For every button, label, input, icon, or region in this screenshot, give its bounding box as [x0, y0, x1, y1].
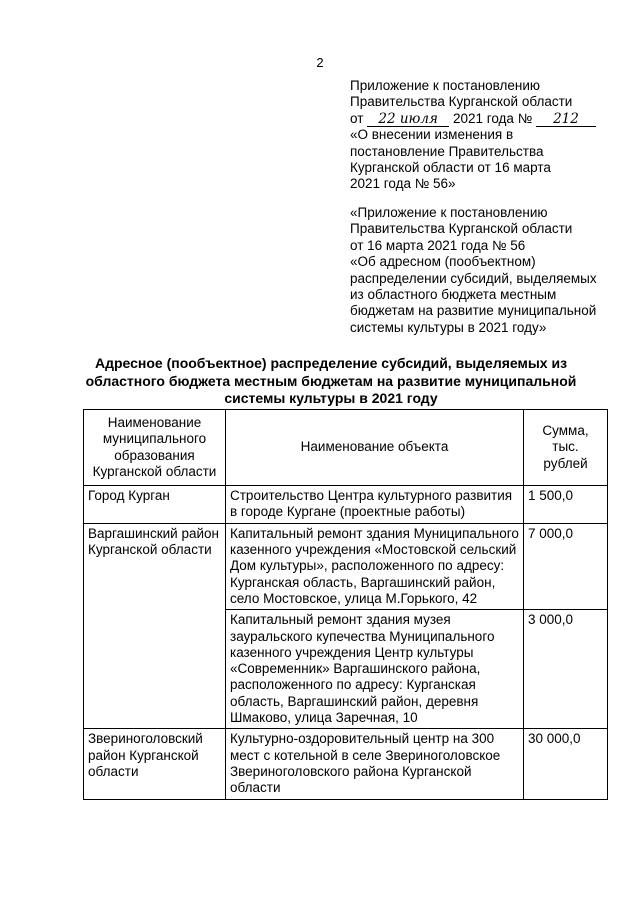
- cell-municipality: [84, 523, 226, 729]
- page-number: 2: [316, 55, 324, 70]
- appendix-line: 2021 года № 56»: [350, 176, 456, 192]
- date-prefix: от: [350, 110, 364, 126]
- appendix-line: бюджетам на развитие муниципальной: [350, 303, 597, 319]
- header-municipality: [84, 410, 226, 486]
- table-header-row: [84, 410, 608, 486]
- cell-line: «Современник» Варгашинского района,: [230, 661, 481, 677]
- cell-line: зауральского купечества Муниципального: [230, 628, 495, 644]
- cell-sum: 30 000,0: [524, 729, 608, 799]
- title-line: системы культуры в 2021 году: [224, 390, 438, 406]
- header-line: рублей: [543, 455, 588, 471]
- handwritten-number: 212: [536, 112, 596, 127]
- cell-line: Капитальный ремонт здания музея: [230, 612, 451, 628]
- cell-sum: 1 500,0: [524, 486, 608, 524]
- cell-line: село Мостовское, улица М.Горького, 42: [230, 590, 478, 606]
- cell-object: [226, 610, 524, 729]
- cell-line: Строительство Центра культурного развития: [230, 488, 513, 504]
- appendix-line: «Об адресном (пообъектном): [350, 254, 536, 270]
- appendix-line: системы культуры в 2021 году»: [350, 319, 547, 335]
- title-line: областного бюджета местным бюджетам на развитие муниципальной: [85, 372, 577, 389]
- subsidy-table: [83, 409, 608, 800]
- cell-line: расположенного по адресу: Курганская: [230, 677, 476, 693]
- appendix-header: [350, 78, 625, 193]
- table-row: [84, 486, 608, 524]
- header-line: Курганской области: [92, 463, 217, 479]
- appendix-line: «О внесении изменения в: [350, 127, 514, 143]
- appendix-line: из областного бюджета местным: [350, 287, 557, 303]
- cell-line: Звериноголовский: [88, 731, 203, 747]
- handwritten-date: 22 июля: [367, 112, 449, 127]
- appendix-line: распределении субсидий, выделяемых: [350, 270, 597, 286]
- appendix-line: Приложение к постановлению: [350, 78, 541, 93]
- header-line: муниципального: [102, 431, 207, 447]
- cell-line: Дом культуры», расположенного по адресу:: [230, 558, 505, 574]
- appendix-date-line: [350, 111, 625, 127]
- header-object: Наименование объекта: [226, 410, 524, 486]
- table-row: [84, 729, 608, 799]
- cell-line: Звериноголовского района Курганской: [230, 763, 472, 779]
- cell-line: Курганская область, Варгашинский район,: [230, 574, 496, 590]
- header-sum: [524, 410, 608, 486]
- table-row: [84, 523, 608, 609]
- cell-line: мест с котельной в селе Звериноголовское: [230, 747, 501, 763]
- appendix-line: Правительства Курганской области: [350, 221, 573, 237]
- cell-object: [226, 523, 524, 609]
- cell-line: Культурно-оздоровительный центр на 300: [230, 731, 495, 747]
- cell-sum: 7 000,0: [524, 523, 608, 609]
- cell-line: в городе Кургане (проектные работы): [230, 504, 466, 520]
- header-line: тыс.: [552, 439, 579, 455]
- appendix-original-header: [350, 205, 625, 336]
- cell-line: области: [88, 763, 139, 779]
- header-line: Наименование: [107, 415, 202, 430]
- cell-line: Курганской области: [88, 542, 212, 558]
- title-line: Адресное (пообъектное) распределение субсидий, выделяемых из: [94, 355, 568, 371]
- cell-object: [226, 729, 524, 799]
- cell-line: области: [230, 780, 281, 796]
- cell-line: казенного учреждения «Мостовской сельский: [230, 542, 517, 558]
- appendix-line: «Приложение к постановлению: [350, 205, 548, 220]
- document-title: [80, 355, 582, 408]
- cell-line: область, Варгашинский район, деревня: [230, 693, 479, 709]
- appendix-line: Курганской области от 16 марта: [350, 160, 551, 176]
- cell-object: [226, 486, 524, 524]
- cell-line: казенного учреждения Центр культуры: [230, 644, 474, 660]
- cell-municipality: [84, 729, 226, 799]
- appendix-line: от 16 марта 2021 года № 56: [350, 237, 526, 253]
- appendix-line: Правительства Курганской области: [350, 94, 573, 110]
- cell-line: Варгашинский район: [88, 525, 219, 541]
- header-line: образования: [114, 447, 195, 463]
- cell-line: район Курганской: [88, 747, 199, 763]
- cell-sum: 3 000,0: [524, 610, 608, 729]
- cell-line: Капитальный ремонт здания Муниципального: [230, 525, 519, 541]
- cell-line: Шмаково, улица Заречная, 10: [230, 710, 418, 726]
- date-middle: 2021 года №: [452, 110, 533, 126]
- header-line: Сумма,: [542, 423, 589, 439]
- cell-line: Город Курган: [88, 488, 170, 504]
- appendix-line: постановление Правительства: [350, 143, 544, 159]
- cell-municipality: [84, 486, 226, 524]
